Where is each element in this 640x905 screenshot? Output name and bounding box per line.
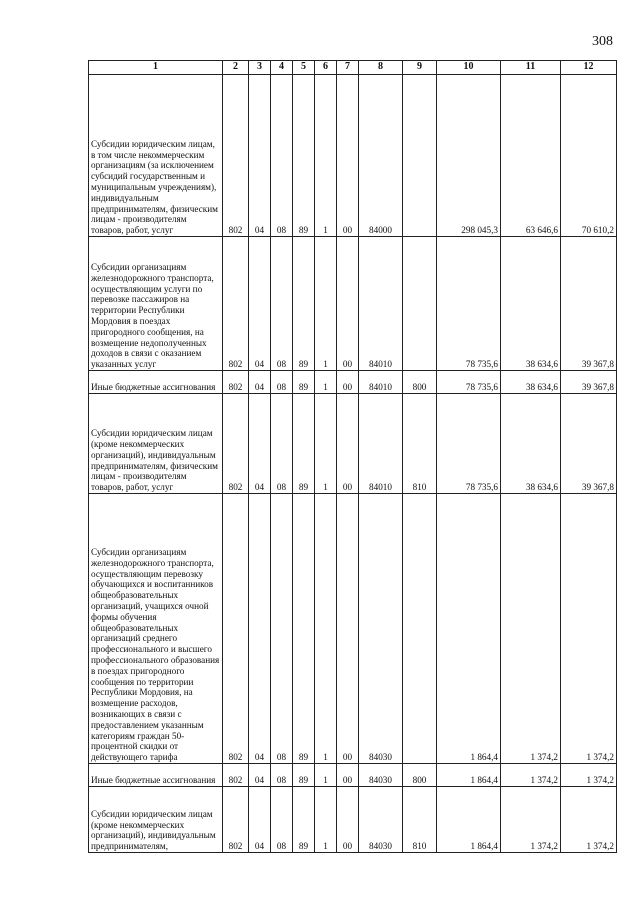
cell-col8: 84030 <box>359 494 403 764</box>
cell-col9 <box>403 237 437 371</box>
cell-col11: 38 634,6 <box>501 237 561 371</box>
cell-col5: 89 <box>293 371 315 394</box>
cell-col4: 08 <box>271 75 293 237</box>
cell-col2: 802 <box>223 764 249 787</box>
header-row <box>89 61 617 75</box>
row-description: Субсидии организациям железнодорожного транспорта, осуществляющим услуги по перевозке пассажиров на территории Республики Мордовия в поездах пригородного сообщения, на возмещение недополученных доходов в связи с оказанием указанных услуг <box>89 237 223 371</box>
cell-col2: 802 <box>223 75 249 237</box>
cell-col8: 84000 <box>359 75 403 237</box>
cell-col5: 89 <box>293 787 315 853</box>
cell-col3: 04 <box>249 494 271 764</box>
cell-col2: 802 <box>223 237 249 371</box>
cell-col8: 84010 <box>359 371 403 394</box>
cell-col11: 1 374,2 <box>501 764 561 787</box>
cell-col6: 1 <box>315 371 337 394</box>
cell-col8: 84010 <box>359 394 403 494</box>
cell-col7: 00 <box>337 371 359 394</box>
table-row <box>89 394 617 494</box>
cell-col10: 1 864,4 <box>437 787 501 853</box>
cell-col3: 04 <box>249 75 271 237</box>
cell-col2: 802 <box>223 787 249 853</box>
table-row <box>89 371 617 394</box>
table-row <box>89 764 617 787</box>
cell-col4: 08 <box>271 787 293 853</box>
cell-col11: 63 646,6 <box>501 75 561 237</box>
cell-col12: 39 367,8 <box>561 237 617 371</box>
cell-col12: 1 374,2 <box>561 764 617 787</box>
cell-col8: 84030 <box>359 764 403 787</box>
cell-col8: 84010 <box>359 237 403 371</box>
cell-col4: 08 <box>271 394 293 494</box>
row-description: Субсидии юридическим лицам (кроме некоммерческих организаций), индивидуальным предпринимателям, физическим лицам - производителям товаров, работ, услуг <box>89 394 223 494</box>
cell-col11: 1 374,2 <box>501 494 561 764</box>
cell-col12: 39 367,8 <box>561 371 617 394</box>
cell-col9: 800 <box>403 764 437 787</box>
cell-col2: 802 <box>223 394 249 494</box>
cell-col3: 04 <box>249 237 271 371</box>
row-description: Иные бюджетные ассигнования <box>89 371 223 394</box>
cell-col11: 1 374,2 <box>501 787 561 853</box>
column-header: 10 <box>437 61 501 75</box>
cell-col7: 00 <box>337 75 359 237</box>
cell-col5: 89 <box>293 764 315 787</box>
cell-col6: 1 <box>315 394 337 494</box>
cell-col4: 08 <box>271 237 293 371</box>
table-row <box>89 75 617 237</box>
cell-col11: 38 634,6 <box>501 394 561 494</box>
row-description: Субсидии юридическим лицам (кроме некоммерческих организаций), индивидуальным предпринимателям, <box>89 787 223 853</box>
row-description: Субсидии организациям железнодорожного транспорта, осуществляющим перевозку обучающихся и воспитанников общеобразовательных организаций, учащихся очной формы обучения общеобразовательных организаций среднего профессионального и высшего профессионального образования в поездах пригородного сообщения по территории Республики Мордовия, на возмещение расходов, возникающих в связи с предоставлением указанным категориям граждан 50-процентной скидки от действующего тарифа <box>89 494 223 764</box>
cell-col2: 802 <box>223 371 249 394</box>
cell-col6: 1 <box>315 75 337 237</box>
cell-col7: 00 <box>337 237 359 371</box>
column-header: 2 <box>223 61 249 75</box>
column-header: 12 <box>561 61 617 75</box>
table-row <box>89 787 617 853</box>
row-description: Субсидии юридическим лицам, в том числе некоммерческим организациям (за исключением субсидий государственным и муниципальным учреждениям), индивидуальным предпринимателям, физическим лицам - производителям товаров, работ, услуг <box>89 75 223 237</box>
column-header: 1 <box>89 61 223 75</box>
cell-col12: 1 374,2 <box>561 494 617 764</box>
cell-col12: 70 610,2 <box>561 75 617 237</box>
page-number: 308 <box>592 34 613 49</box>
cell-col10: 78 735,6 <box>437 394 501 494</box>
table-row <box>89 237 617 371</box>
cell-col4: 08 <box>271 494 293 764</box>
column-header: 11 <box>501 61 561 75</box>
row-description: Иные бюджетные ассигнования <box>89 764 223 787</box>
cell-col5: 89 <box>293 237 315 371</box>
column-header: 4 <box>271 61 293 75</box>
cell-col4: 08 <box>271 764 293 787</box>
cell-col8: 84030 <box>359 787 403 853</box>
column-header: 8 <box>359 61 403 75</box>
cell-col9: 800 <box>403 371 437 394</box>
cell-col9 <box>403 494 437 764</box>
cell-col3: 04 <box>249 394 271 494</box>
cell-col6: 1 <box>315 764 337 787</box>
cell-col3: 04 <box>249 787 271 853</box>
cell-col10: 78 735,6 <box>437 237 501 371</box>
cell-col7: 00 <box>337 787 359 853</box>
cell-col5: 89 <box>293 394 315 494</box>
cell-col12: 39 367,8 <box>561 394 617 494</box>
column-header: 9 <box>403 61 437 75</box>
column-header: 6 <box>315 61 337 75</box>
cell-col2: 802 <box>223 494 249 764</box>
cell-col5: 89 <box>293 494 315 764</box>
cell-col9: 810 <box>403 394 437 494</box>
cell-col9: 810 <box>403 787 437 853</box>
cell-col3: 04 <box>249 764 271 787</box>
cell-col7: 00 <box>337 764 359 787</box>
cell-col3: 04 <box>249 371 271 394</box>
budget-table <box>88 60 617 853</box>
cell-col10: 298 045,3 <box>437 75 501 237</box>
column-header: 7 <box>337 61 359 75</box>
cell-col6: 1 <box>315 237 337 371</box>
column-header: 5 <box>293 61 315 75</box>
cell-col5: 89 <box>293 75 315 237</box>
cell-col12: 1 374,2 <box>561 787 617 853</box>
column-header: 3 <box>249 61 271 75</box>
cell-col6: 1 <box>315 787 337 853</box>
cell-col7: 00 <box>337 494 359 764</box>
cell-col7: 00 <box>337 394 359 494</box>
cell-col10: 1 864,4 <box>437 494 501 764</box>
cell-col10: 78 735,6 <box>437 371 501 394</box>
cell-col4: 08 <box>271 371 293 394</box>
cell-col11: 38 634,6 <box>501 371 561 394</box>
cell-col6: 1 <box>315 494 337 764</box>
cell-col9 <box>403 75 437 237</box>
table-row <box>89 494 617 764</box>
cell-col10: 1 864,4 <box>437 764 501 787</box>
